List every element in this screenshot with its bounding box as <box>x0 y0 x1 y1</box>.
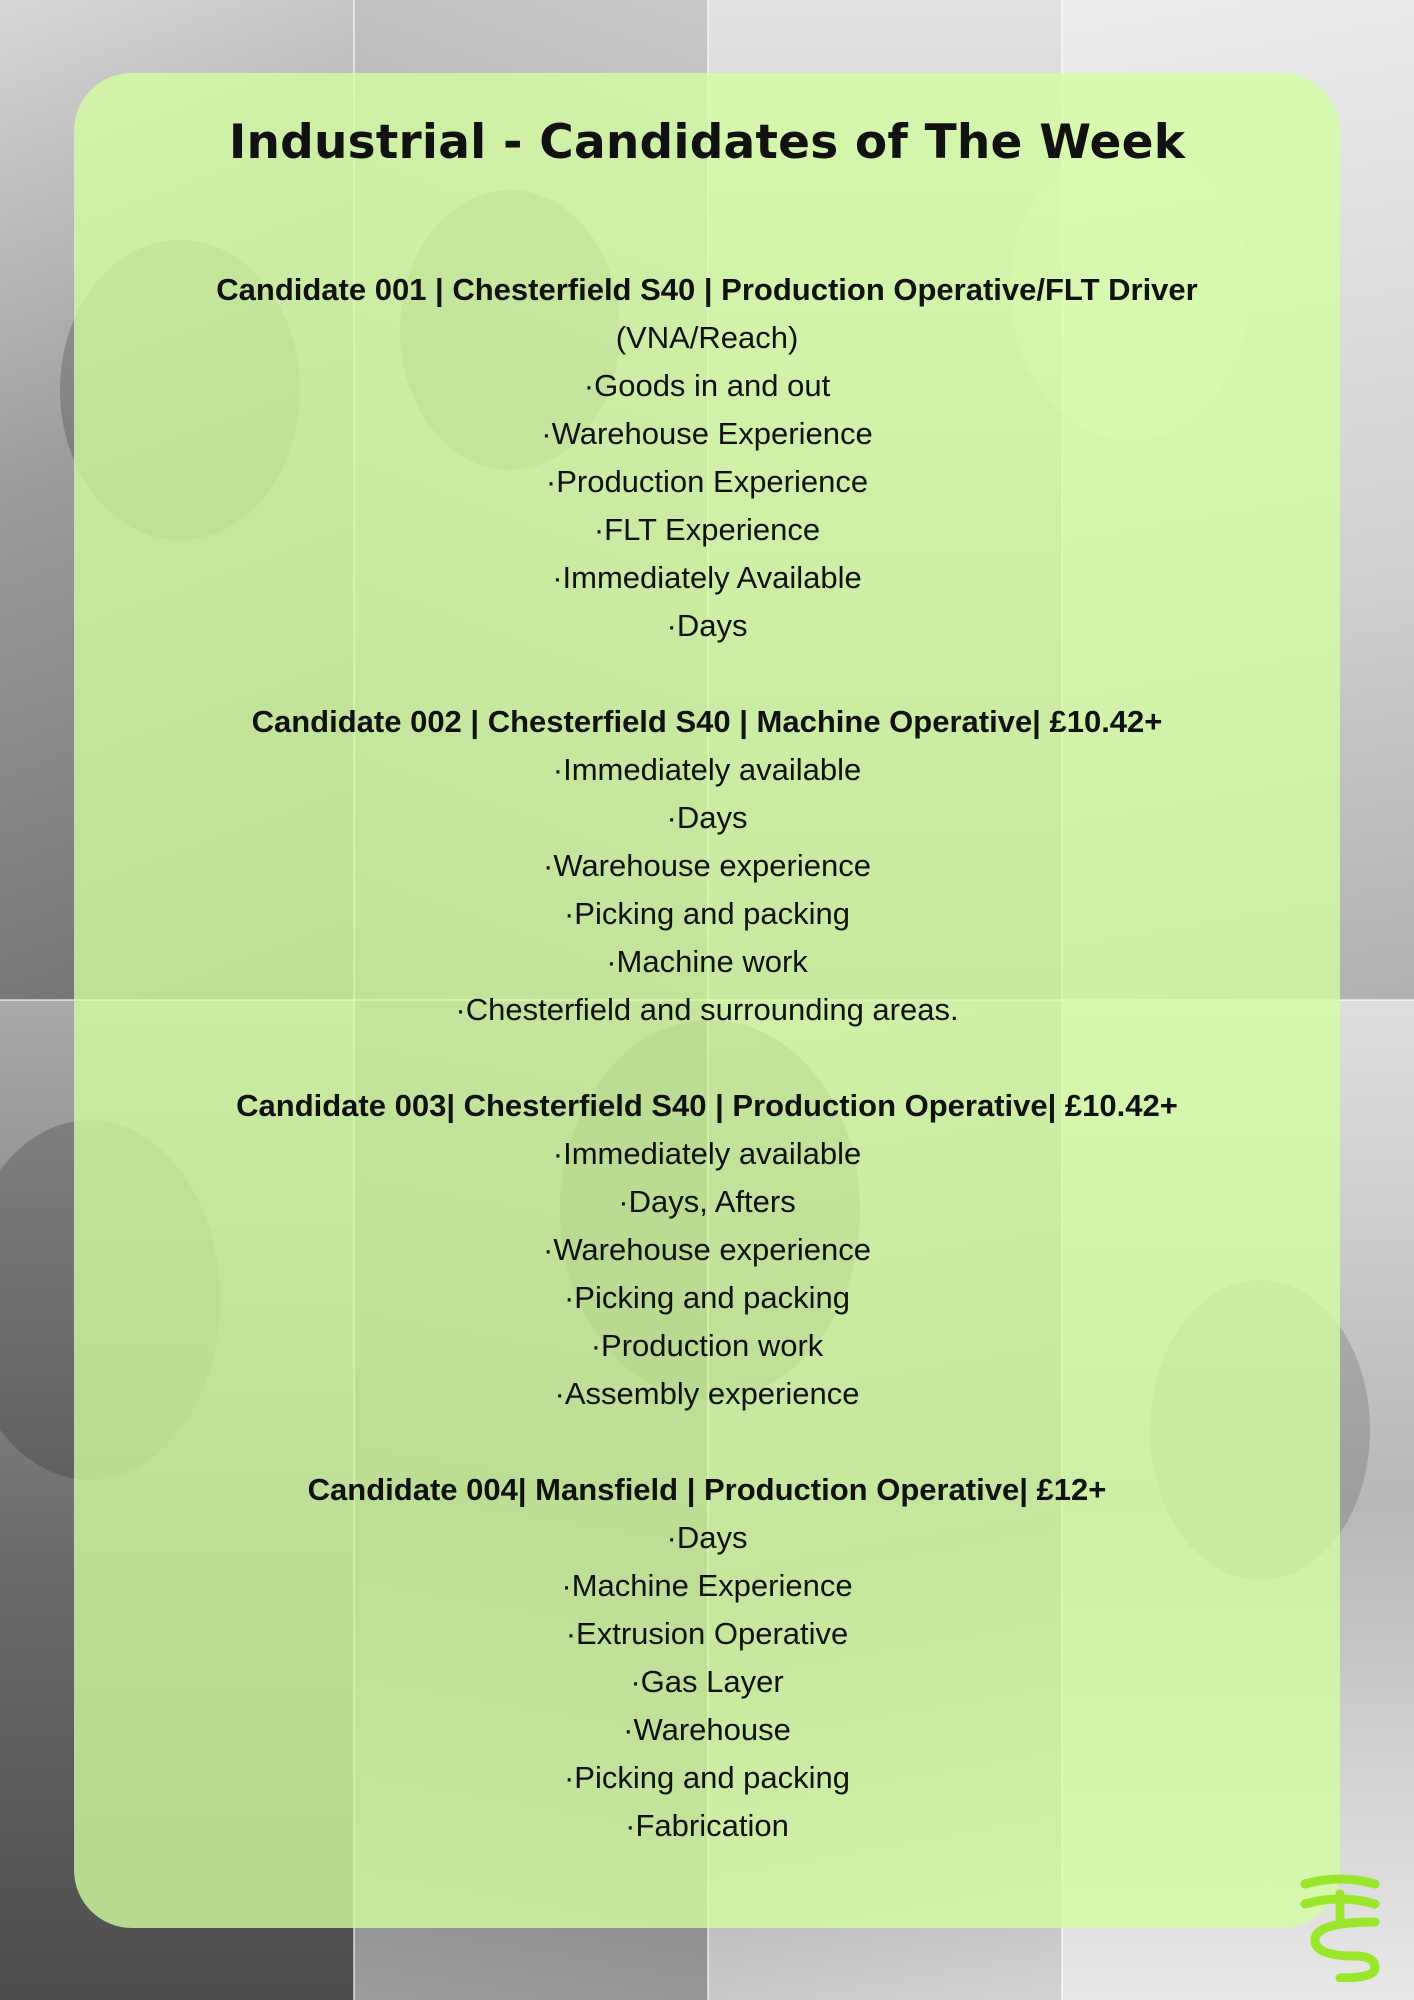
list-item <box>74 554 1340 602</box>
bullet-icon: · <box>666 800 677 836</box>
candidate-subtitle: (VNA/Reach) <box>615 320 799 356</box>
list-item <box>74 602 1340 650</box>
bullet-icon: · <box>552 752 564 788</box>
list-item <box>74 1706 1340 1754</box>
bullet-icon: · <box>623 1712 634 1748</box>
list-item <box>74 1370 1340 1418</box>
bullet-icon: · <box>593 512 605 548</box>
list-item <box>74 362 1340 410</box>
bullet-icon: · <box>625 1808 636 1844</box>
bullet-icon: · <box>666 608 677 644</box>
candidate-block <box>74 1082 1340 1418</box>
bullet-icon: · <box>583 368 595 404</box>
list-item <box>74 506 1340 554</box>
list-item-text: Warehouse <box>633 1712 791 1748</box>
list-item-text: Days <box>676 608 748 644</box>
list-item <box>74 1130 1340 1178</box>
bullet-icon: · <box>666 1520 677 1556</box>
bullet-icon: · <box>552 560 563 596</box>
list-item-text: Picking and packing <box>574 1760 851 1796</box>
list-item-text: Picking and packing <box>574 1280 851 1316</box>
candidate-title: Candidate 002 | Chesterfield S40 | Machine Operative| £10.42+ <box>251 704 1163 740</box>
list-item <box>74 458 1340 506</box>
bullet-icon: · <box>455 992 466 1028</box>
list-item-text: Days <box>676 1520 748 1556</box>
list-item <box>74 842 1340 890</box>
list-item-text: Goods in and out <box>594 368 831 404</box>
list-item <box>74 1226 1340 1274</box>
candidate-block <box>74 266 1340 650</box>
candidate-skills-list <box>74 746 1340 1034</box>
stacked-wave-logo-icon <box>1295 1872 1385 1982</box>
bullet-icon: · <box>554 1376 565 1412</box>
list-item <box>74 410 1340 458</box>
list-item-text: Immediately available <box>563 1136 862 1172</box>
candidate-skills-list <box>74 362 1340 650</box>
bullet-icon: · <box>563 1280 575 1316</box>
bullet-icon: · <box>561 1568 572 1604</box>
list-item-text: FLT Experience <box>604 512 821 548</box>
bullet-icon: · <box>565 1616 577 1652</box>
bullet-icon: · <box>618 1184 629 1220</box>
bullet-icon: · <box>590 1328 602 1364</box>
bullet-icon: · <box>541 416 552 452</box>
list-item-text: Picking and packing <box>574 896 851 932</box>
list-item-text: Immediately available <box>563 752 862 788</box>
candidate-skills-list <box>74 1130 1340 1418</box>
list-item <box>74 1802 1340 1850</box>
list-item <box>74 1754 1340 1802</box>
list-item-text: Days <box>676 800 748 836</box>
list-item <box>74 794 1340 842</box>
candidate-block <box>74 1466 1340 1850</box>
list-item-text: Warehouse experience <box>553 848 871 884</box>
candidate-title: Candidate 004| Mansfield | Production Operative| £12+ <box>307 1472 1107 1508</box>
list-item-text: Extrusion Operative <box>576 1616 849 1652</box>
list-item-text: Warehouse experience <box>553 1232 871 1268</box>
bullet-icon: · <box>606 944 617 980</box>
list-item <box>74 1178 1340 1226</box>
candidates-content <box>74 73 1340 1898</box>
candidate-skills-list <box>74 1514 1340 1850</box>
list-item-text: Warehouse Experience <box>551 416 873 452</box>
list-item-text: Fabrication <box>635 1808 789 1844</box>
list-item-text: Immediately Available <box>562 560 862 596</box>
bullet-icon: · <box>563 1760 575 1796</box>
candidate-block <box>74 698 1340 1034</box>
list-item <box>74 938 1340 986</box>
list-item-text: Days, Afters <box>628 1184 796 1220</box>
list-item-text: Chesterfield and surrounding areas. <box>465 992 959 1028</box>
list-item-text: Gas Layer <box>640 1664 784 1700</box>
list-item <box>74 1610 1340 1658</box>
list-item <box>74 1658 1340 1706</box>
bullet-icon: · <box>552 1136 564 1172</box>
list-item-text: Production work <box>601 1328 824 1364</box>
candidate-list <box>74 266 1340 1850</box>
bullet-icon: · <box>543 848 554 884</box>
list-item <box>74 1562 1340 1610</box>
bullet-icon: · <box>545 464 557 500</box>
list-item-text: Machine Experience <box>571 1568 853 1604</box>
list-item-text: Production Experience <box>556 464 869 500</box>
list-item <box>74 1514 1340 1562</box>
candidate-title: Candidate 001 | Chesterfield S40 | Production Operative/FLT Driver <box>216 272 1198 308</box>
bullet-icon: · <box>543 1232 554 1268</box>
bullet-icon: · <box>630 1664 641 1700</box>
list-item <box>74 1322 1340 1370</box>
candidate-title: Candidate 003| Chesterfield S40 | Production Operative| £10.42+ <box>236 1088 1178 1124</box>
list-item <box>74 1274 1340 1322</box>
bullet-icon: · <box>563 896 575 932</box>
page-title: Industrial - Candidates of The Week <box>228 115 1186 170</box>
list-item <box>74 986 1340 1034</box>
list-item-text: Assembly experience <box>564 1376 860 1412</box>
list-item <box>74 746 1340 794</box>
list-item-text: Machine work <box>616 944 808 980</box>
list-item <box>74 890 1340 938</box>
